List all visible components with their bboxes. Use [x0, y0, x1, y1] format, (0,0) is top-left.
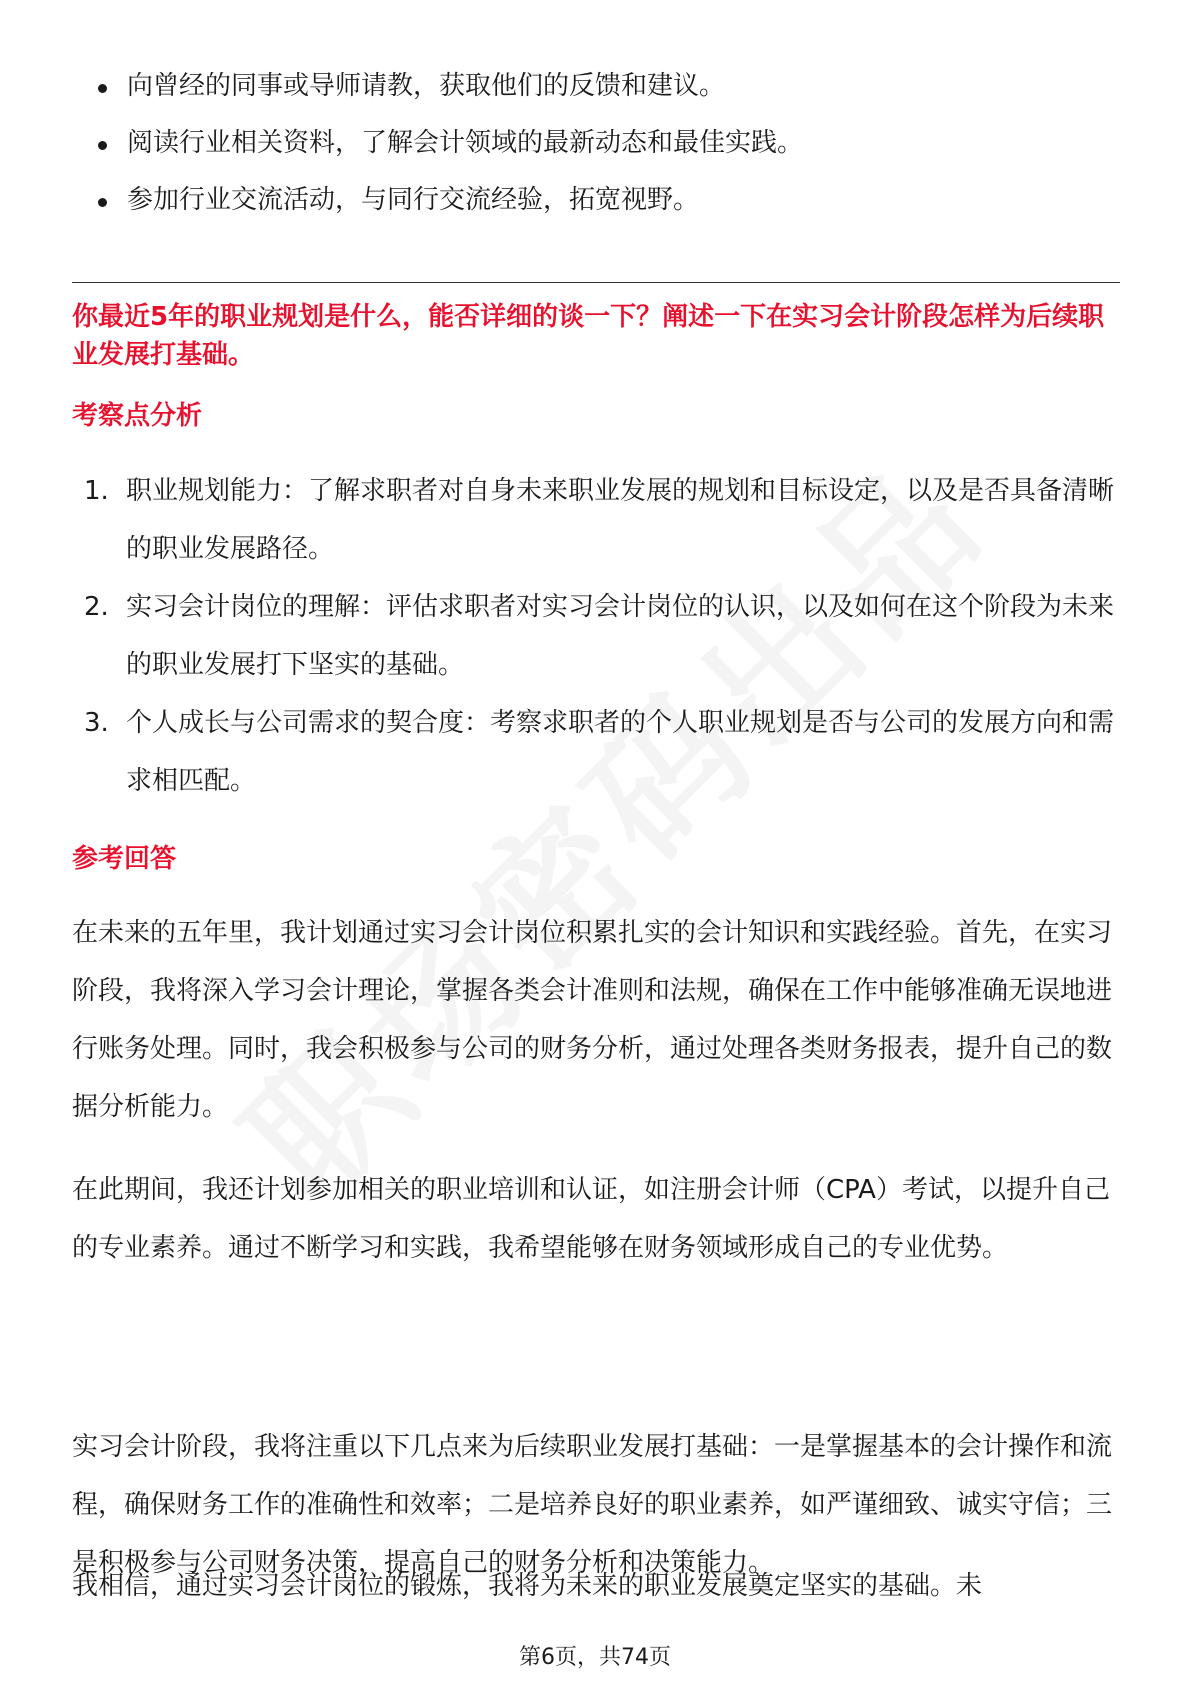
question-heading: 你最近5年的职业规划是什么，能否详细的谈一下？阐述一下在实习会计阶段怎样为后续职业发展打基础。: [72, 302, 1105, 370]
analysis-heading: 考察点分析: [72, 401, 203, 431]
item-text: 实习会计岗位的理解：评估求职者对实习会计岗位的认识，以及如何在这个阶段为未来的职业发展打下坚实的基础。: [126, 592, 1115, 680]
list-item: [84, 578, 1124, 694]
bullet-list: [95, 58, 803, 229]
list-item: 阅读行业相关资料，了解会计领域的最新动态和最佳实践。: [95, 115, 803, 172]
list-item: 向曾经的同事或导师请教，获取他们的反馈和建议。: [95, 58, 803, 115]
item-text: 职业规划能力：了解求职者对自身未来职业发展的规划和目标设定，以及是否具备清晰的职业发展路径。: [126, 476, 1115, 564]
item-text: 个人成长与公司需求的契合度：考察求职者的个人职业规划是否与公司的发展方向和需求相匹配。: [126, 708, 1115, 796]
answer-paragraph: 我相信，通过实习会计岗位的锻炼，我将为未来的职业发展奠定坚实的基础。未: [72, 1571, 983, 1601]
answer-paragraph: 在未来的五年里，我计划通过实习会计岗位积累扎实的会计知识和实践经验。首先，在实习阶段，我将深入学习会计理论，掌握各类会计准则和法规，确保在工作中能够准确无误地进行账务处理。同时，我会积极参与公司的财务分析，通过处理各类财务报表，提升自己的数据分析能力。: [72, 918, 1113, 1122]
answer-paragraph: 在此期间，我还计划参加相关的职业培训和认证，如注册会计师（CPA）考试，以提升自己的专业素养。通过不断学习和实践，我希望能够在财务领域形成自己的专业优势。: [72, 1175, 1110, 1263]
item-number: 3.: [84, 708, 109, 738]
analysis-list: [84, 462, 1124, 810]
list-item: [84, 694, 1124, 810]
page-number: 第6页，共74页: [519, 1645, 671, 1670]
answer-heading: 参考回答: [72, 844, 177, 874]
list-item: [84, 462, 1124, 578]
item-number: 1.: [84, 476, 109, 506]
answer-paragraph: 实习会计阶段，我将注重以下几点来为后续职业发展打基础：一是掌握基本的会计操作和流程，确保财务工作的准确性和效率；二是培养良好的职业素养，如严谨细致、诚实守信；三是积极参与公司财务决策，提高自己的财务分析和决策能力。: [72, 1432, 1113, 1578]
item-number: 2.: [84, 592, 109, 622]
list-item: 参加行业交流活动，与同行交流经验，拓宽视野。: [95, 172, 803, 229]
divider: [72, 282, 1120, 283]
